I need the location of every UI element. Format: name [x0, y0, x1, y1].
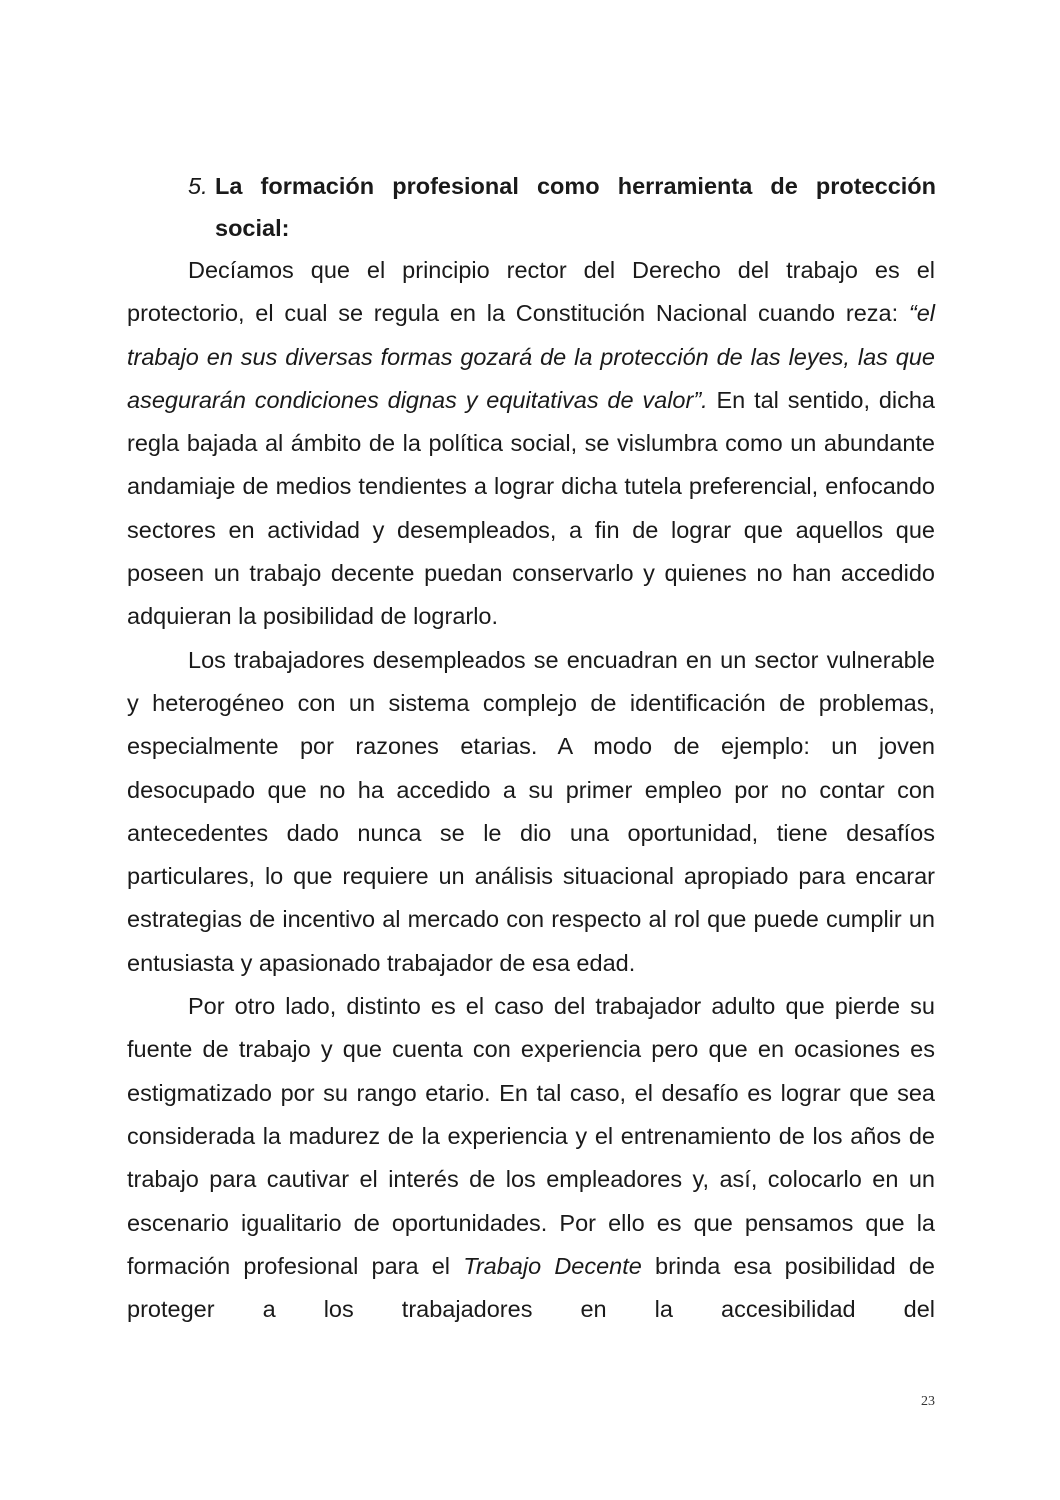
paragraph-3-text-b: brinda esa posibilidad de proteger a los trabajadores en la accesibilidad del — [127, 1252, 935, 1323]
section-number: 5. — [188, 173, 208, 199]
document-body — [127, 249, 935, 1331]
section-title-block — [215, 165, 936, 249]
page-number: 23 — [921, 1394, 935, 1409]
paragraph-1-text-b: En tal sentido, dicha regla bajada al ámbito de la política social, se vislumbra como un abundante andamiaje de medios tendientes a lograr dicha tutela preferencial, enfocando sectores en actividad y desempleados, a fin de lograr que aquellos que poseen un trabajo decente puedan conservarlo y quienes no han accedido adquieran la posibilidad de lograrlo. — [127, 386, 936, 630]
paragraph-3-text-a: Por otro lado, distinto es el caso del trabajador adulto que pierde su fuente de trabajo y que cuenta con experiencia pero que en ocasiones es estigmatizado por su rango etario. En tal caso, el desafío es lograr que sea considerada la madurez de la experiencia y el entrenamiento de los años de trabajo para cautivar el interés de los empleadores y, así, colocarlo en un escenario igualitario de oportunidades. Por ello es que pensamos que la formación profesional para el — [127, 993, 935, 1279]
paragraph-2: Los trabajadores desempleados se encuadran en un sector vulnerable y heterogéneo con un sistema complejo de identificación de problemas, especialmente por razones etarias. A modo de ejemplo: un joven desocupado que no ha accedido a su primer empleo por no contar con antecedentes dado nunca se le dio una oportunidad, tiene desafíos particulares, lo que requiere un análisis situacional apropiado para encarar estrategias de incentivo al mercado con respecto al rol que puede cumplir un entusiasta y apasionado trabajador de esa edad. — [127, 646, 935, 976]
trabajo-decente-emphasis: Trabajo Decente — [463, 1252, 642, 1279]
paragraph-1 — [127, 249, 935, 639]
paragraph-1-text-a: Decíamos que el principio rector del Derecho del trabajo es el protectorio, el cual se regula en la Constitución Nacional cuando reza: — [127, 257, 935, 327]
paragraph-3 — [127, 985, 935, 1331]
section-heading — [188, 165, 936, 249]
section-title-suffix: : — [281, 215, 290, 241]
constitution-quote: “el trabajo en sus diversas formas gozará de la protección de las leyes, las que asegurarán condiciones dignas y equitativas de valor”. — [127, 300, 935, 413]
section-title: La formación profesional como herramienta de protección social — [215, 173, 936, 241]
